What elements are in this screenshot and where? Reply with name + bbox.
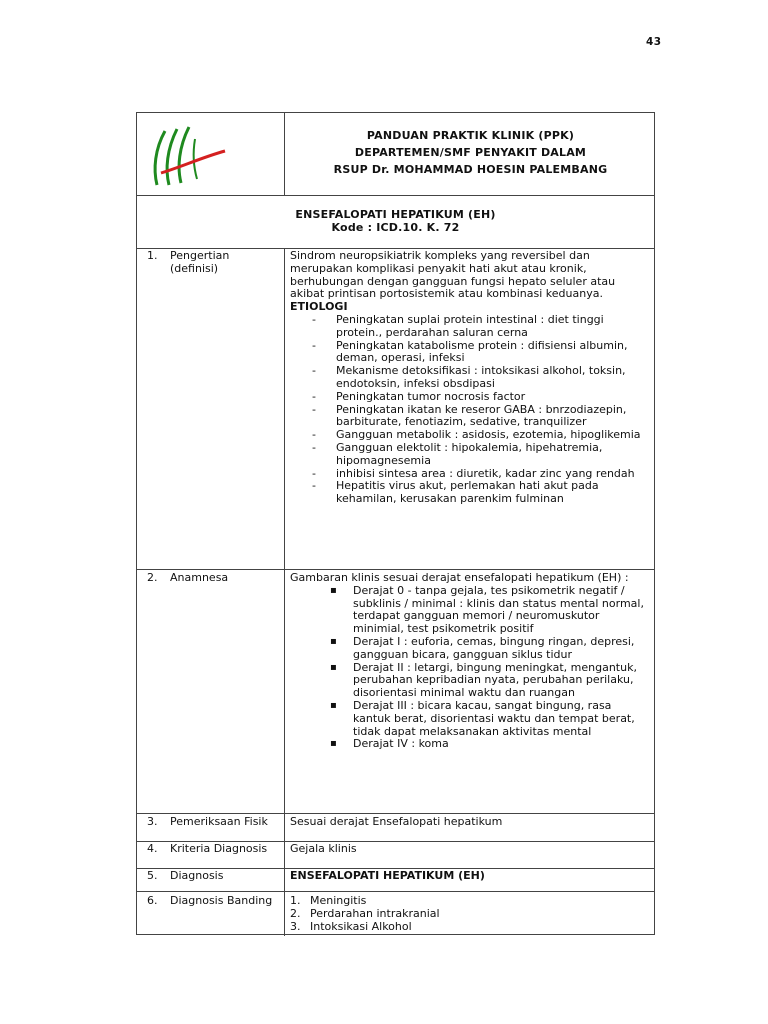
differential-list <box>290 895 650 933</box>
anamnesa-intro: Gambaran klinis sesuai derajat ensefalopati hepatikum (EH) : <box>290 571 629 584</box>
definition-text: Sindrom neuropsikiatrik kompleks yang reversibel dan merupakan komplikasi penyakit hati akut atau kronik, berhubungan dengan gangguan fungsi hepato seluler atau akibat printisan portosistemik atau kombinasi keduanya. <box>290 249 616 301</box>
list-item: - Peningkatan katabolisme protein : difisiensi albumin, deman, operasi, infeksi <box>290 340 650 366</box>
row-label-pemeriksaan <box>147 816 277 829</box>
row-label-text: Pengertian (definisi) <box>170 249 230 275</box>
list-item: ▪ Derajat III : bicara kacau, sangat bingung, rasa kantuk berat, disorientasi waktu dan tempat berat, tidak dapat melaksanakan aktivitas mental <box>290 700 650 738</box>
row-label-diagnosis-banding <box>147 895 277 908</box>
header-line-2: DEPARTEMEN/SMF PENYAKIT DALAM <box>354 146 587 159</box>
row-label-kriteria <box>147 843 277 856</box>
list-item: - Gangguan metabolik : asidosis, ezotemia, hipoglikemia <box>290 429 650 442</box>
list-item: ▪ Derajat IV : koma <box>290 738 650 751</box>
item-number: 1. <box>290 894 301 907</box>
row-content-diagnosis-banding <box>290 895 650 933</box>
title-code: Kode : ICD.10. K. 72 <box>331 221 460 234</box>
row-number: 5. <box>147 869 158 882</box>
item-text: Intoksikasi Alkohol <box>310 919 412 933</box>
row-content-anamnesa <box>290 572 650 751</box>
header-line-3: RSUP Dr. MOHAMMAD HOESIN PALEMBANG <box>333 163 608 176</box>
row-label-text: Diagnosis <box>170 869 224 882</box>
hospital-logo <box>151 121 231 187</box>
list-item: - Peningkatan ikatan ke reseror GABA : bnrzodiazepin, barbiturate, fenotiazim, sedative, tranquilizer <box>290 404 650 430</box>
row-label-pengertian <box>147 250 277 276</box>
column-divider <box>284 248 285 936</box>
row-label-text: Kriteria Diagnosis <box>170 842 268 855</box>
list-item: ▪ Derajat 0 - tanpa gejala, tes psikometrik negatif / subklinis / minimal : klinis dan status mental normal, terdapat gangguan memori / neuromuskutor minimial, test psikometrik positif <box>290 585 650 636</box>
list-item: - Mekanisme detoksifikasi : intoksikasi alkohol, toksin, endotoksin, infeksi obsdipasi <box>290 365 650 391</box>
list-item: - Peningkatan suplai protein intestinal : diet tinggi protein., perdarahan saluran cerna <box>290 314 650 340</box>
list-item: - Hepatitis virus akut, perlemakan hati akut pada kehamilan, kerusakan parenkim fulminan <box>290 480 650 506</box>
list-item: - Peningkatan tumor nocrosis factor <box>290 391 650 404</box>
page-number: 43 <box>646 36 662 48</box>
item-number: 3. <box>290 919 301 933</box>
row-number: 1. <box>147 249 158 262</box>
row-label-text: Anamnesa <box>170 571 229 584</box>
item-number: 2. <box>290 906 301 920</box>
row-divider <box>137 813 654 814</box>
item-text: Perdarahan intrakranial <box>310 906 440 920</box>
row-label-diagnosis <box>147 870 277 883</box>
header-text <box>287 127 654 178</box>
row-number: 2. <box>147 571 158 584</box>
title-name: ENSEFALOPATI HEPATIKUM (EH) <box>295 208 496 221</box>
row-label-text: Pemeriksaan Fisik <box>170 815 268 828</box>
header-line-1: PANDUAN PRAKTIK KLINIK (PPK) <box>366 129 575 142</box>
row-label-anamnesa <box>147 572 277 585</box>
list-item: - inhibisi sintesa area : diuretik, kadar zinc yang rendah <box>290 468 650 481</box>
list-item: - Gangguan elektolit : hipokalemia, hipehatremia, hipomagnesemia <box>290 442 650 468</box>
list-item <box>290 921 650 934</box>
row-number: 3. <box>147 815 158 828</box>
row-label-text: Diagnosis Banding <box>170 894 273 907</box>
etiologi-heading: ETIOLOGI <box>290 300 348 314</box>
list-item: ▪ Derajat I : euforia, cemas, bingung ringan, depresi, gangguan bicara, gangguan siklus tidur <box>290 636 650 662</box>
row-number: 4. <box>147 842 158 855</box>
row-divider <box>137 195 654 196</box>
derajat-list <box>290 585 650 751</box>
row-divider <box>137 891 654 892</box>
item-text: Meningitis <box>310 894 367 907</box>
row-content-kriteria: Gejala klinis <box>290 842 357 855</box>
etiologi-list <box>290 314 650 506</box>
ppk-table <box>136 112 655 935</box>
row-content-pengertian <box>290 250 650 506</box>
row-divider <box>137 569 654 570</box>
document-title <box>137 208 654 234</box>
header-divider <box>284 113 285 195</box>
row-number: 6. <box>147 894 158 907</box>
row-content-pemeriksaan: Sesuai derajat Ensefalopati hepatikum <box>290 815 503 828</box>
list-item: ▪ Derajat II : letargi, bingung meningkat, mengantuk, perubahan kepribadian nyata, perubahan perilaku, disorientasi minimal waktu dan ruangan <box>290 662 650 700</box>
row-content-diagnosis: ENSEFALOPATI HEPATIKUM (EH) <box>290 869 485 882</box>
